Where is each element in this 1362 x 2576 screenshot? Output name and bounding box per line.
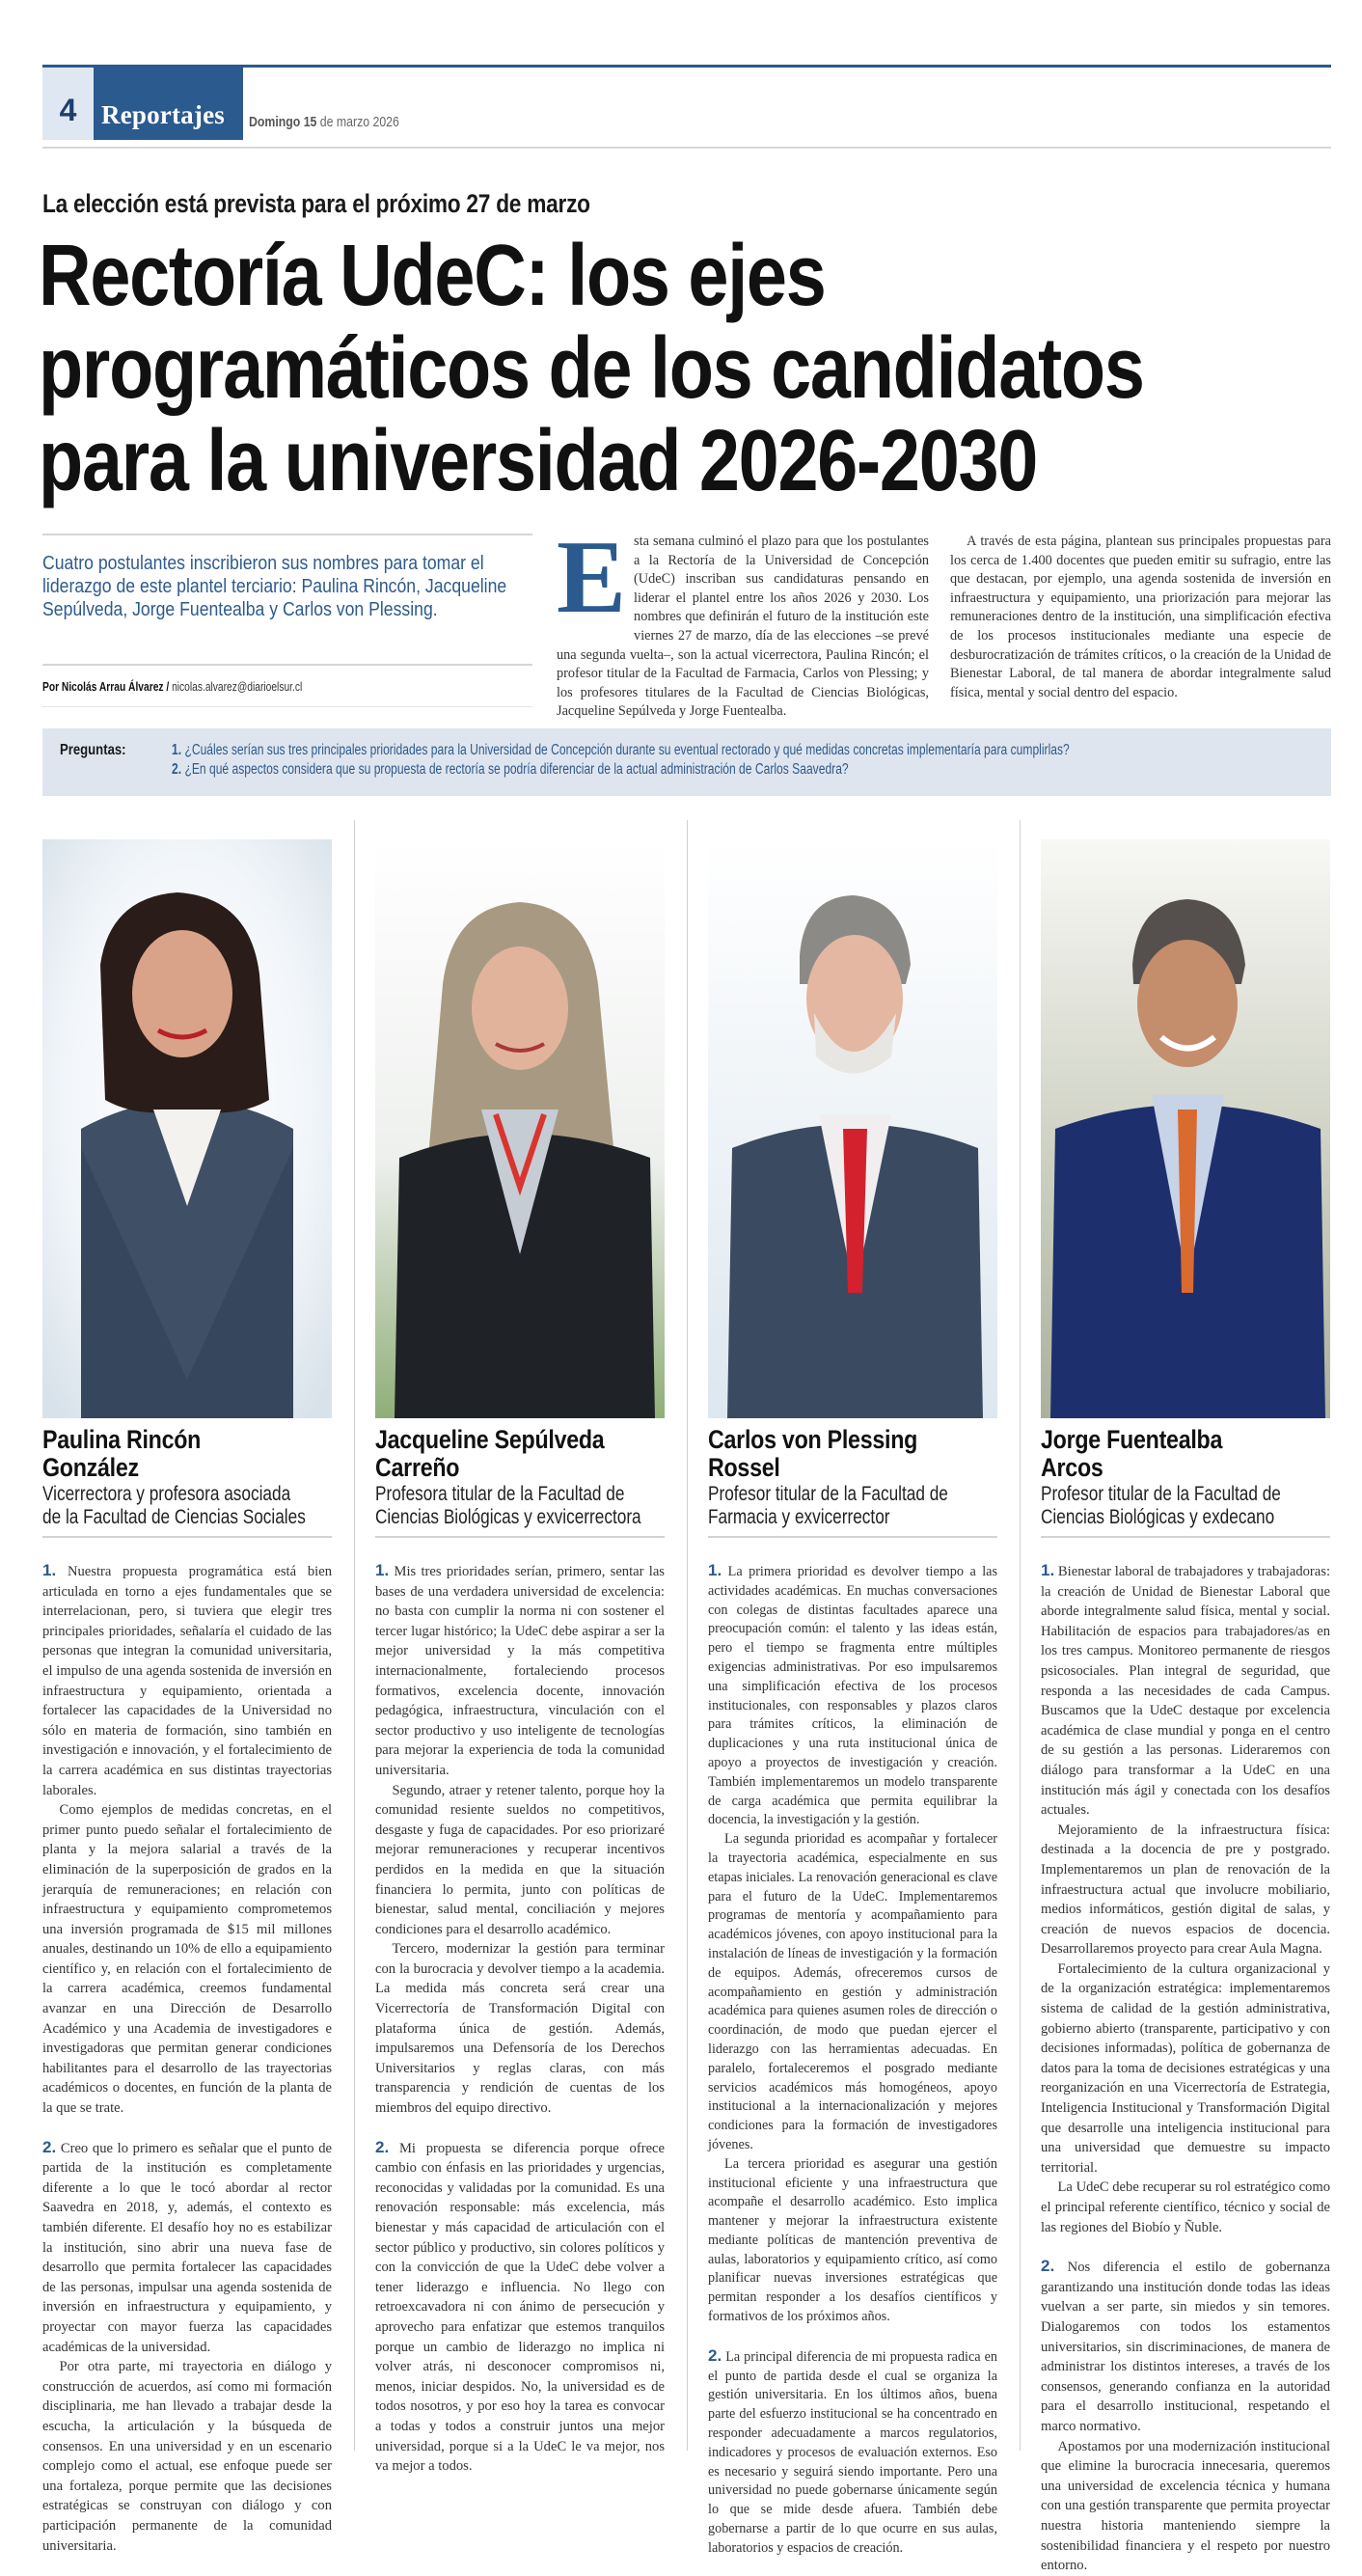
column-divider	[1020, 820, 1021, 2451]
candidate-answers	[42, 1561, 332, 2556]
lead-paragraph: A través de esta página, plantean sus principales propuestas para los cerca de 1.400 docentes que pueden emitir su sufragio, entre las que destacan, por ejemplo, una agenda sostenida de inversión en infraestructura y equipamiento, una priorización para mejorar las remuneraciones dentro de la institución, una simplificación efectiva de los procesos institucionales mediante una especie de desburocratización de trámites críticos, o la creación de la Unidad de Bienestar Laboral, de tal manera de abordar integralmente salud física, mental y social dentro del espacio.	[950, 534, 1331, 700]
answer-number: 2.	[708, 2345, 722, 2365]
page-number: 4	[59, 93, 77, 127]
answer-number: 1.	[375, 1561, 390, 1579]
answer-1-paragraph	[1041, 1561, 1330, 1821]
candidate-answers	[1041, 1561, 1330, 2576]
role-line: Profesor titular de la Facultad de	[1041, 1483, 1281, 1505]
candidate-name	[375, 1426, 633, 1482]
byline-email[interactable]: nicolas.alvarez@diarioelsur.cl	[169, 680, 303, 694]
answer-text: Mis tres prioridades serían, primero, sentar las bases de una verdadera universidad de excelencia: no basta con cumplir la norma ni con sostener el tercer lugar histórico; la UdeC debe aspirar a ser la mejor universidad y la más competitiva internacionalmente, fortaleciendo procesos formativos, excelencia docente, innovación pedagógica, infraestructura, vinculación con el sector productivo y uso inteligente de tecnologías para mejorar la experiencia de toda la comunidad universitaria.	[375, 1564, 665, 1778]
header-rule	[42, 147, 1331, 149]
answer-2-paragraph: Apostamos por una modernización institucional que elimine la burocracia innecesaria, queremos una universidad de excelencia técnica y humana con una gestión transparente que permita proyectar nuestra historia manteniendo siempre la sostenibilidad financiera y el respeto por nuestro entorno.	[1041, 2438, 1330, 2574]
candidate-name	[42, 1426, 300, 1482]
candidate-role	[42, 1483, 327, 1529]
section-label: Reportajes	[101, 100, 225, 129]
headline-line: para la universidad 2026-2030	[39, 413, 1038, 509]
dateline-day: Domingo 15	[249, 114, 317, 130]
divider	[42, 534, 532, 535]
headline-line: Rectoría UdeC: los ejes	[39, 228, 826, 324]
lead-paragraph: sta semana culminó el plazo para que los postulantes a la Rectoría de la Universidad de Concepción (UdeC) inscriban sus candidaturas pensando en liderar el plantel entre los años 2026 y 2030. Los nombres que definirán el futuro de la institución este viernes 27 de marzo, día de las elecciones –se prevé una segunda vuelta–, son la actual vicerrectora, Paulina Rincón; el profesor titular de la Facultad de Farmacia, Carlos von Plessing; y los profesores titulares de la Facultad de Ciencias Biológicas, Jacqueline Sepúlveda y Jorge Fuentealba.	[557, 534, 929, 720]
role-line: Vicerrectora y profesora asociada	[42, 1483, 291, 1505]
answer-number: 2.	[375, 2137, 390, 2156]
answer-text: Creo que lo primero es señalar que el punto de partida de la institución es completamente diferente a lo que le tocó abordar al rector Saavedra en 2018, y, además, el contexto es también diferente. El desafío hoy no es estabilizar la institución, sino abrir una nueva fase de desarrollo que permita fortalecer las capacidades de las personas, impulsar una agenda sostenida de inversión en infraestructura y equipamiento, y proyectar con mayor fuerza las capacidades académicas de la universidad.	[42, 2140, 332, 2355]
drop-cap: E	[557, 520, 627, 635]
byline-author: Por Nicolás Arrau Álvarez /	[42, 680, 170, 694]
answer-number: 2.	[42, 2137, 57, 2156]
candidate-role	[375, 1483, 660, 1529]
candidate-photo-rincon	[42, 839, 332, 1418]
kicker: La elección está prevista para el próximo 27 de marzo	[42, 189, 590, 218]
divider	[42, 664, 532, 666]
answer-1-paragraph: La UdeC debe recuperar su rol estratégico como el principal referente científico, técnico y social de las regiones del Biobío y Ñuble.	[1041, 2179, 1330, 2235]
candidate-name	[1041, 1426, 1298, 1482]
deck: Cuatro postulantes inscribieron sus nombres para tomar el liderazgo de este plantel terciario: Paulina Rincón, Jacqueline Sepúlveda, Jorge Fuentealba y Carlos von Plessing.	[42, 552, 507, 620]
answer-1-paragraph: Fortalecimiento de la cultura organizacional y de la organización estratégica: implementaremos sistema de calidad de la gestión administrativa, gobierno abierto (transparente, participativo y con decisiones informadas), política de gobernanza de datos para la toma de decisiones estratégicas y una reorganización en una Vicerrectoría de Estrategia, Inteligencia Institucional y Transformación Digital que desarrolle una inteligencia institucional para una universidad que demuestre su impacto territorial.	[1041, 1960, 1330, 2176]
answer-1-paragraph: La tercera prioridad es asegurar una gestión institucional eficiente y una infraestructura que acompañe el desarrollo académico. Esto implica mantener y mejorar la infraestructura existente mediante políticas de mantención preventiva de aulas, laboratorios y equipamiento crítico, así como planificar nuevas inversiones estratégicas que permitan responder a los desafíos científicos y formativos de los próximos años.	[708, 2155, 997, 2325]
answer-1-paragraph: Como ejemplos de medidas concretas, en el primer punto puedo señalar el fortalecimiento de planta y la mejora salarial a través de la eliminación de la superposición de grados en la jerarquía de remuneraciones; en relación con infraestructura y equipamiento comprometemos una inversión programada de $15 mil millones anuales, destinando un 10% de ello a equipamiento científico y, en relación con el fortalecimiento de la carrera académica, creemos fundamental avanzar en una Dirección de Desarrollo Académico y una Academia de investigadores e investigadoras que permitan generar condiciones habilitantes para el desarrollo de las trayectorias académicos o docentes, en función de la planta de la que se trate.	[42, 1802, 332, 2117]
portrait-illustration	[1041, 839, 1330, 1418]
answer-text: La primera prioridad es devolver tiempo a las actividades académicas. En muchas conversaciones con colegas de distintas facultades aparece una preocupación común: el talento y las ideas están, pero el tiempo se fragmenta entre múltiples exigencias administrativas. Por eso impulsaremos una simplificación efectiva de los procesos institucionales, con responsables y plazos claros para trámites críticos, la eliminación de duplicaciones y una ruta institucional única de apoyo a proyectos de investigación y creación. También implementaremos un modelo transparente de carga académica que permita equilibrar la docencia, la investigación y la gestión.	[708, 1564, 997, 1828]
role-line: de la Facultad de Ciencias Sociales	[42, 1506, 306, 1528]
answer-number: 1.	[42, 1561, 57, 1579]
question-text: ¿En qué aspectos considera que su propuesta de rectoría se podría diferenciar de la actual administración de Carlos Saavedra?	[181, 761, 849, 778]
candidate-answers	[708, 1561, 997, 2559]
column-divider	[687, 820, 688, 2451]
candidate-answers	[375, 1561, 665, 2477]
name-line: Arcos	[1041, 1453, 1103, 1482]
answer-text: La principal diferencia de mi propuesta radica en el punto de partida desde el cual se organiza la gestión universitaria. En los últimos años, buena parte del esfuerzo institucional se ha concentrado en responder adecuadamente a marcos regulatorios, indicadores y procesos de evaluación externos. Eso es necesario y seguirá siendo importante. Pero una universidad no puede gobernarse únicamente según lo que se mide desde afuera. También debe gobernarse a partir de lo que ocurre en sus aulas, laboratorios y espacios de creación.	[708, 2348, 997, 2556]
lead-column-1	[557, 520, 929, 722]
answer-text: Nuestra propuesta programática está bien articulada en torno a ejes fundamentales que se interrelacionan, pero, si tuviera que elegir tres principales prioridades, señalaría el cuidado de las personas que integran la comunidad universitaria, el impulso de una agenda sostenida de inversión en infraestructura y equipamiento, orientada a fortalecer las capacidades de la Universidad no sólo en materia de formación, sino también en investigación e innovación, y el fortalecimiento de la carrera académica en sus distintas trayectorias laborales.	[42, 1564, 332, 1798]
question-text: ¿Cuáles serían sus tres principales prioridades para la Universidad de Concepción durante su eventual rectorado y qué medidas concretas implementaría para cumplirlas?	[181, 742, 1070, 758]
name-line: Jacqueline Sepúlveda	[375, 1425, 605, 1454]
portrait-illustration	[42, 839, 332, 1418]
divider	[708, 1536, 997, 1538]
answer-text: Mi propuesta se diferencia porque ofrece cambio con énfasis en las prioridades y urgencias, reconocidas y validadas por la comunidad. Es una renovación responsable: más excelencia, más bienestar y más capacidad de articulación con el sector público y productivo, sin colores políticos y con la convicción de que la UdeC debe volver a tener liderazgo e influencia. No llego con retroexcavadora ni con ánimo de persecución y aprovecho para enfatizar que estemos tranquilos porque un cambio de liderazgo no implica ni volver atrás, ni desconocer compromisos ni, menos, iniciar despidos. No, la universidad es de todos nosotros, y por eso hoy la tarea es convocar a todas y todos a construir juntos una mejor universidad, porque si a la UdeC le va mejor, nos va mejor a todos.	[375, 2140, 665, 2475]
answer-text: Bienestar laboral de trabajadores y trabajadoras: la creación de Unidad de Bienestar Laboral que aborde integralmente salud física, mental y social. Habilitación de espacios para trabajadores/as en los tres campus. Monitoreo permanente de riesgos psicosociales. Plan integral de seguridad, que responda a las necesidades de cada Campus. Buscamos que la UdeC destaque por excelencia académica de clase mundial y ponga en el centro de su gestión a las personas. Lideraremos con diálogo para transformar a la UdeC en una institución más ágil y conectada con los desafíos actuales.	[1041, 1564, 1330, 1819]
answer-2-paragraph: Por otra parte, mi trayectoria en diálogo y construcción de acuerdos, así como mi formación disciplinaria, me han llevado a trabajar desde la escucha, la articulación y la búsqueda de consensos. En una universidad y en un escenario complejo como el actual, ese enfoque puede ser una fortaleza, porque permite que las decisiones estratégicas se construyan con diálogo y con participación permanente de la comunidad universitaria.	[42, 2359, 332, 2554]
portrait-illustration	[375, 839, 665, 1418]
answer-2-paragraph	[42, 2138, 332, 2358]
answer-text: Nos diferencia el estilo de gobernanza garantizando una institución donde todas las ideas vuelvan a ser parte, sin miedos y sin temores. Dialogaremos con todos los estamentos universitarios, sin discriminaciones, de manera de administrar los distintos intereses, a través de los consensos, generando confianza en la autoridad para el desarrollo institucional, respetando el marco normativo.	[1041, 2260, 1330, 2434]
question-number: 2.	[172, 761, 182, 778]
answer-1-paragraph: Mejoramiento de la infraestructura física: destinada a la docencia de pre y postgrado. Implementaremos un plan de renovación de la infraestructura actual que involucre mobiliario, medios informáticos, gestión digital de salas, y creación de nuevos espacios de docencia. Desarrollaremos proyecto para crear Aula Magna.	[1041, 1822, 1330, 1958]
column-divider	[354, 820, 355, 2451]
divider	[42, 1536, 332, 1538]
name-line: Rossel	[708, 1453, 780, 1482]
answer-2-paragraph	[708, 2346, 997, 2559]
divider	[1041, 1536, 1330, 1538]
answer-2-paragraph	[1041, 2257, 1330, 2436]
role-line: Ciencias Biológicas y exdecano	[1041, 1506, 1275, 1528]
question-1	[172, 742, 1070, 759]
byline	[42, 680, 302, 694]
divider	[42, 706, 532, 707]
portrait-illustration	[708, 839, 997, 1418]
candidate-name	[708, 1426, 966, 1482]
name-line: Paulina Rincón	[42, 1425, 202, 1454]
answer-1-paragraph	[42, 1561, 332, 1800]
headline	[39, 230, 1302, 507]
answer-number: 2.	[1041, 2257, 1055, 2276]
questions-label: Preguntas:	[60, 742, 126, 758]
candidate-role	[1041, 1483, 1325, 1529]
answer-1-paragraph	[708, 1561, 997, 1830]
answer-1-paragraph: La segunda prioridad es acompañar y fortalecer la trayectoria académica, especialmente en sus etapas iniciales. La renovación generacional es clave para el futuro de la UdeC. Implementaremos programas de mentoría y acompañamiento para académicos jóvenes, con apoyo institucional para la instalación de líneas de investigación y la formación de equipos. Además, ofreceremos cursos de acompañamiento en gestión y administración académica para quienes asumen roles de dirección o coordinación, de modo que puedan ejercer el liderazgo con las herramientas adecuadas. En paralelo, fortaleceremos el posgrado mediante servicios académicos más homogéneos, apoyo institucional a la internacionalización y mejores condiciones para la formación de investigadores jóvenes.	[708, 1831, 997, 2152]
name-line: Carreño	[375, 1453, 460, 1482]
candidate-role	[708, 1483, 993, 1529]
role-line: Profesor titular de la Facultad de	[708, 1483, 948, 1505]
answer-1-paragraph: Tercero, modernizar la gestión para terminar con la burocracia y devolver tiempo a la academia. La medida más concreta será crear una Vicerrectoría de Transformación Digital con plataforma única de gestión. Además, impulsaremos una Defensoría de los Derechos Universitarios y reglas claras, con más transparencia y rendición de cuentas de los miembros del equipo directivo.	[375, 1941, 665, 2117]
headline-line: programáticos de los candidatos	[39, 320, 1144, 417]
answer-1-paragraph: Segundo, atraer y retener talento, porque hoy la comunidad resiente sueldos no competitivos, desgaste y fuga de capacidades. Por eso priorizaré mejorar remuneraciones y recuperar incentivos perdidos en la medida en que la situación financiera lo permita, junto con políticas de bienestar, salud mental, conciliación y mejores condiciones para el desarrollo académico.	[375, 1782, 665, 1937]
answer-number: 1.	[1041, 1561, 1055, 1579]
role-line: Ciencias Biológicas y exvicerrectora	[375, 1506, 641, 1528]
dateline-rest: de marzo 2026	[316, 114, 399, 130]
name-line: González	[42, 1453, 139, 1482]
candidate-photo-von-plessing	[708, 839, 997, 1418]
answer-2-paragraph	[375, 2138, 665, 2477]
dateline	[249, 114, 399, 130]
question-2	[172, 761, 849, 779]
role-line: Farmacia y exvicerrector	[708, 1506, 890, 1528]
candidate-photo-sepulveda	[375, 839, 665, 1418]
name-line: Jorge Fuentealba	[1041, 1425, 1223, 1454]
divider	[375, 1536, 665, 1538]
role-line: Profesora titular de la Facultad de	[375, 1483, 625, 1505]
candidate-photo-fuentealba	[1041, 839, 1330, 1418]
answer-number: 1.	[708, 1561, 722, 1579]
lead-column-2	[950, 533, 1331, 702]
answer-1-paragraph	[375, 1561, 665, 1781]
question-number: 1.	[172, 742, 182, 758]
name-line: Carlos von Plessing	[708, 1425, 918, 1454]
